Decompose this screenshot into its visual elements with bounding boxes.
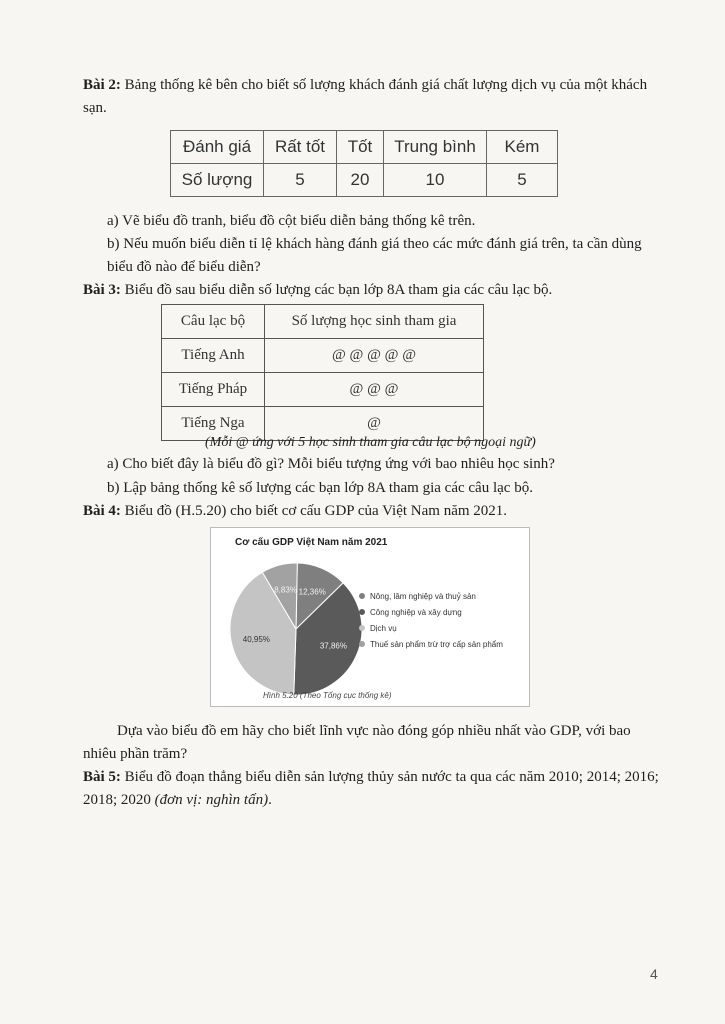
- bai5-label: Bài 5:: [83, 769, 121, 785]
- legend-item: [359, 636, 503, 652]
- legend-label: Công nghiệp và xây dựng: [370, 607, 462, 617]
- club-pictograph-table: [161, 304, 484, 441]
- legend-item: [359, 588, 503, 604]
- chart-title: Cơ cấu GDP Việt Nam năm 2021: [235, 537, 388, 548]
- bai3-text: Biểu đồ sau biểu diễn số lượng các bạn lớp 8A tham gia các câu lạc bộ.: [120, 282, 553, 298]
- bai5-intro: [83, 766, 663, 812]
- bai3-question-a: a) Cho biết đây là biểu đồ gì? Mỗi biểu tượng ứng với bao nhiêu học sinh?: [107, 456, 555, 472]
- rating-table: [170, 130, 558, 197]
- table-row: [171, 131, 558, 164]
- legend-label: Thuế sản phẩm trừ trợ cấp sản phẩm: [370, 639, 503, 649]
- legend-label: Dịch vụ: [370, 623, 397, 633]
- table-cell: Số lượng học sinh tham gia: [265, 305, 484, 339]
- table-row: [162, 339, 484, 373]
- pie-slice-label: 8,83%: [274, 585, 297, 595]
- table-row: [162, 373, 484, 407]
- bai2-label: Bài 2:: [83, 77, 121, 93]
- table-cell: 5: [264, 164, 337, 197]
- bai2-text: Bảng thống kê bên cho biết số lượng khách đánh giá chất lượng dịch vụ của một khách sạn.: [83, 77, 648, 116]
- bai2-question-a: a) Vẽ biểu đồ tranh, biểu đồ cột biểu diễn bảng thống kê trên.: [107, 213, 476, 229]
- bai2-question-b: [83, 233, 663, 279]
- table-cell: 20: [337, 164, 384, 197]
- table-cell: Rất tốt: [264, 131, 337, 164]
- legend-item: [359, 620, 503, 636]
- pie-slice-label: 40,95%: [242, 635, 270, 645]
- gdp-pie-chart: [210, 527, 530, 707]
- bai4-question: Dựa vào biểu đồ em hãy cho biết lĩnh vực nào đóng góp nhiều nhất vào GDP, với bao nhiêu phần trăm?: [83, 723, 631, 762]
- table-cell: Số lượng: [171, 164, 264, 197]
- table-cell: Đánh giá: [171, 131, 264, 164]
- table-row: [162, 305, 484, 339]
- table-cell: @ @ @ @ @: [265, 339, 484, 373]
- figure-caption: Hình 5.20 (Theo Tổng cục thống kê): [263, 691, 392, 700]
- bai3-label: Bài 3:: [83, 282, 121, 298]
- bai3-intro: [83, 279, 663, 302]
- chart-legend: [359, 588, 503, 652]
- bai5-unit: (đơn vị: nghìn tấn): [154, 792, 269, 808]
- table-cell: Tiếng Anh: [162, 339, 265, 373]
- bai4-text: Biểu đồ (H.5.20) cho biết cơ cấu GDP của Việt Nam năm 2021.: [120, 503, 508, 519]
- table-cell: Trung bình: [384, 131, 487, 164]
- table-cell: Câu lạc bộ: [162, 305, 265, 339]
- table-cell: Kém: [487, 131, 558, 164]
- pie-slice-label: 37,86%: [319, 641, 348, 651]
- bai3-note: (Mỗi @ ứng với 5 học sinh tham gia câu lạc bộ ngoại ngữ): [205, 435, 536, 450]
- bai5-end: .: [268, 792, 272, 808]
- table-cell: 10: [384, 164, 487, 197]
- legend-swatch: [359, 593, 365, 599]
- legend-item: [359, 604, 503, 620]
- page-number: 4: [650, 966, 658, 982]
- table-cell: Tiếng Pháp: [162, 373, 265, 407]
- legend-swatch: [359, 641, 365, 647]
- legend-label: Nông, lâm nghiệp và thuỷ sản: [370, 591, 476, 601]
- table-cell: Tiếng Nga: [162, 407, 265, 441]
- bai2-question-b-text: b) Nếu muốn biểu diễn tỉ lệ khách hàng đánh giá theo các mức đánh giá trên, ta cần dùng biểu đồ nào để biểu diễn?: [107, 236, 642, 275]
- pie-svg: [221, 554, 371, 704]
- table-cell: Tốt: [337, 131, 384, 164]
- bai5-text: Biểu đồ đoạn thẳng biểu diễn sản lượng thủy sản nước ta qua các năm 2010; 2014; 2016; 2018; 2020: [83, 769, 659, 808]
- legend-swatch: [359, 609, 365, 615]
- bai4-intro: [83, 500, 663, 523]
- table-cell: @ @ @: [265, 373, 484, 407]
- bai2-intro: [83, 74, 663, 120]
- table-cell: 5: [487, 164, 558, 197]
- table-cell: @: [265, 407, 484, 441]
- bai3-question-b: b) Lập bảng thống kê số lượng các bạn lớp 8A tham gia các câu lạc bộ.: [107, 480, 533, 496]
- table-row: [171, 164, 558, 197]
- legend-swatch: [359, 625, 365, 631]
- pie-slice-label: 12,36%: [298, 587, 326, 597]
- bai4-label: Bài 4:: [83, 503, 121, 519]
